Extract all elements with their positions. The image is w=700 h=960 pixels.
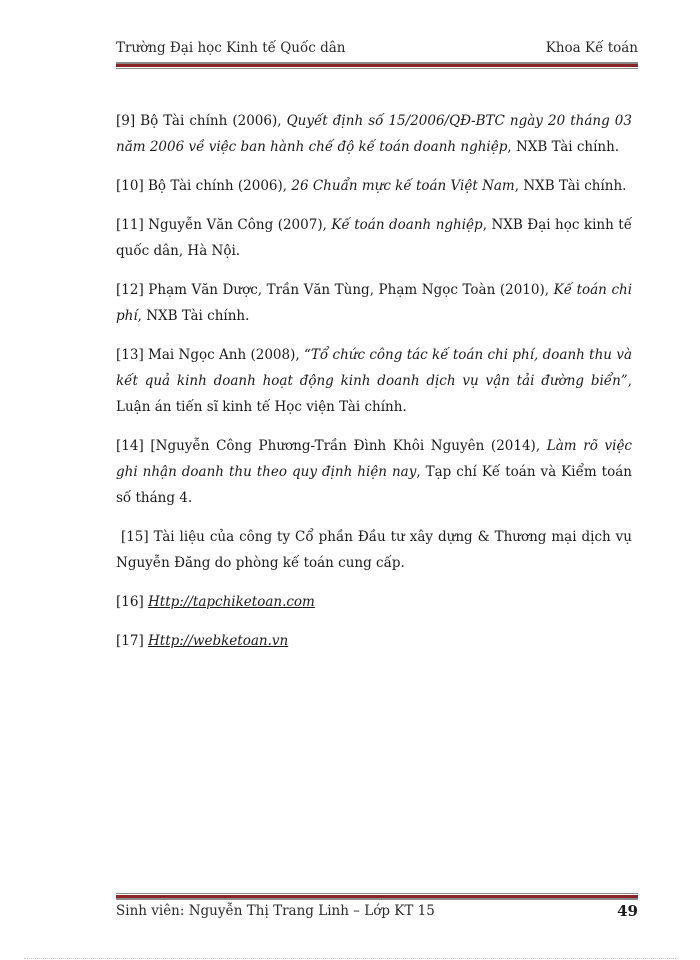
reference-item: [13] Mai Ngọc Anh (2008), “Tổ chức công tác kế toán chi phí, doanh thu và kết quả kinh doanh hoạt động kinh doanh dịch vụ vận tải đường biển”, Luận án tiến sĩ kinh tế Học viện Tài chính. xyxy=(116,347,632,415)
reference-item: [14] [Nguyễn Công Phương-Trần Đình Khôi Nguyên (2014), Làm rõ việc ghi nhận doanh thu theo quy định hiện nay, Tạp chí Kế toán và Kiểm toán số tháng 4. xyxy=(116,438,632,506)
reference-item: [15] Tài liệu của công ty Cổ phần Đầu tư xây dựng & Thương mại dịch vụ Nguyễn Đăng do phòng kế toán cung cấp. xyxy=(116,529,632,571)
header-university: Trường Đại học Kinh tế Quốc dân xyxy=(116,40,346,56)
footer-rule xyxy=(116,893,638,900)
reference-item: [11] Nguyễn Văn Công (2007), Kế toán doanh nghiệp, NXB Đại học kinh tế quốc dân, Hà Nội. xyxy=(116,217,633,259)
page-header xyxy=(116,40,638,62)
reference-link[interactable]: Http://tapchiketoan.com xyxy=(148,594,315,610)
reference-list xyxy=(116,108,632,667)
reference-item: [17] Http://webketoan.vn xyxy=(116,633,289,649)
footer-student: Sinh viên: Nguyễn Thị Trang Linh – Lớp KT 15 xyxy=(116,903,435,919)
reference-item: [12] Phạm Văn Dược, Trần Văn Tùng, Phạm Ngọc Toàn (2010), Kế toán chi phí, NXB Tài chính. xyxy=(116,282,633,324)
page-footer xyxy=(116,903,638,925)
reference-link[interactable]: Http://webketoan.vn xyxy=(148,633,289,649)
page-boundary xyxy=(24,958,676,959)
header-rule xyxy=(116,62,638,69)
page-number: 49 xyxy=(617,902,638,920)
header-faculty: Khoa Kế toán xyxy=(545,40,638,56)
reference-item: [10] Bộ Tài chính (2006), 26 Chuẩn mực kế toán Việt Nam, NXB Tài chính. xyxy=(116,178,627,194)
reference-item: [9] Bộ Tài chính (2006), Quyết định số 15/2006/QĐ-BTC ngày 20 tháng 03 năm 2006 về việc ban hành chế độ kế toán doanh nghiệp, NXB Tài chính. xyxy=(116,113,632,155)
reference-item: [16] Http://tapchiketoan.com xyxy=(116,594,315,610)
